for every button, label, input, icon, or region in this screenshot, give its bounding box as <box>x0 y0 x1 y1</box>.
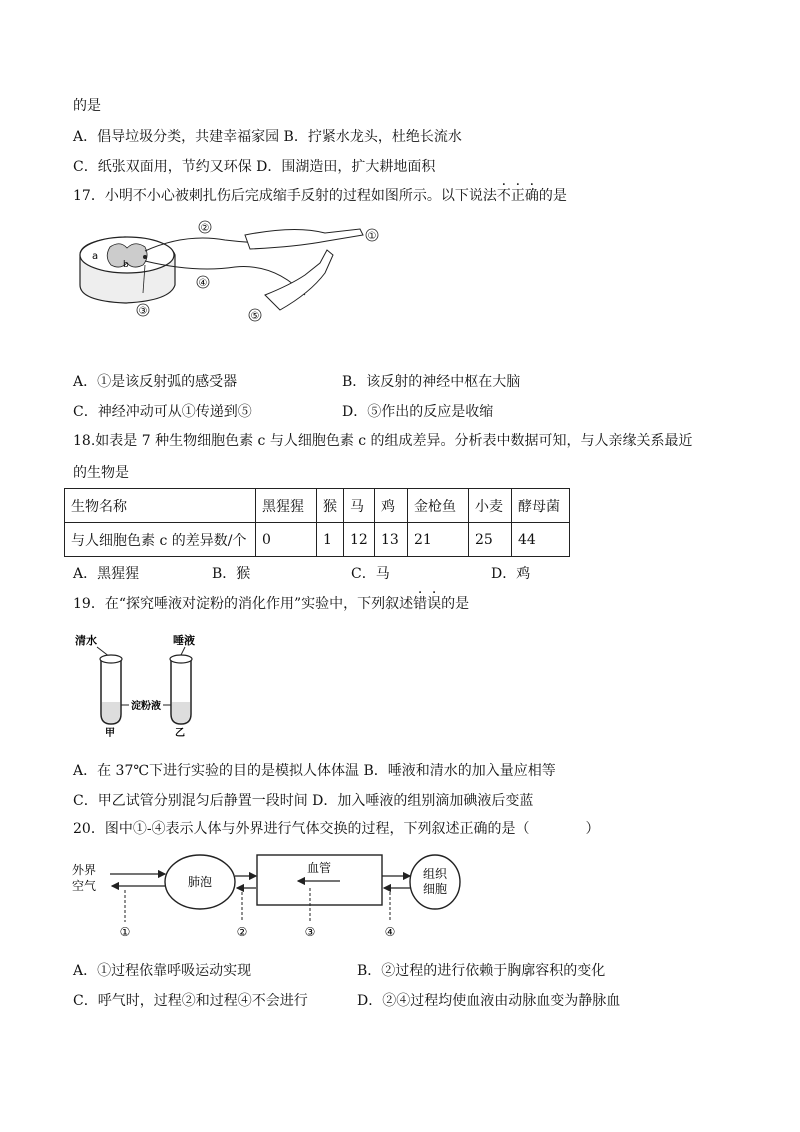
table-cell: 21 <box>408 523 469 557</box>
table-cell: 金枪鱼 <box>408 489 469 523</box>
table-cell: 1 <box>317 523 344 557</box>
table-cell: 13 <box>375 523 408 557</box>
table-cell: 小麦 <box>469 489 512 523</box>
gas-exchange-figure <box>70 850 450 942</box>
label-saliva: 唾液 <box>173 634 195 647</box>
table-cell: 44 <box>512 523 570 557</box>
table-cell: 鸡 <box>375 489 408 523</box>
label-b: b <box>123 260 129 270</box>
label-n1: ① <box>119 925 131 939</box>
q17-stem: 17．小明不小心被刺扎伤后完成缩手反射的过程如图所示。以下说法不正确的是 <box>73 188 567 204</box>
label-a: a <box>92 251 99 262</box>
label-n4: ④ <box>384 925 396 939</box>
q20-option-a: A．①过程依靠呼吸运动实现 <box>73 963 252 979</box>
label-n2: ② <box>236 925 248 939</box>
q18-stem-line1: 18.如表是 7 种生物细胞色素 c 与人细胞色素 c 的组成差异。分析表中数据可知，与人亲缘关系最近 <box>73 433 693 449</box>
label-alveoli: 肺泡 <box>187 875 213 889</box>
table-header-row <box>65 489 570 523</box>
table-row <box>65 523 570 557</box>
cytochrome-table <box>64 488 570 557</box>
label-outside-1: 外界 <box>72 863 97 877</box>
q18-option-a: A．黑猩猩 <box>73 566 140 582</box>
label-n3: ③ <box>304 925 316 939</box>
label-4: ④ <box>198 278 208 289</box>
table-cell: 0 <box>256 523 317 557</box>
q18-stem-line2: 的生物是 <box>73 465 129 481</box>
q18-option-b: B．猴 <box>212 566 251 582</box>
label-tissue-1: 组织 <box>422 867 448 881</box>
label-tissue-2: 细胞 <box>422 882 448 896</box>
table-cell: 猴 <box>317 489 344 523</box>
table-cell: 生物名称 <box>65 489 256 523</box>
label-jia: 甲 <box>105 728 115 739</box>
label-2: ② <box>200 223 210 234</box>
table-cell: 与人细胞色素 c 的差异数/个 <box>65 523 256 557</box>
label-water: 清水 <box>75 634 97 647</box>
emphasis-char: 不 <box>496 188 511 204</box>
label-1: ① <box>367 231 377 242</box>
q19-options-cd: C．甲乙试管分别混匀后静置一段时间 D．加入唾液的组别滴加碘液后变蓝 <box>73 793 534 809</box>
table-cell: 12 <box>344 523 375 557</box>
q17-option-a: A．①是该反射弧的感受器 <box>73 374 238 390</box>
label-starch: 淀粉液 <box>131 701 161 712</box>
q20-stem: 20．图中①-④表示人体与外界进行气体交换的过程，下列叙述正确的是（ ） <box>73 821 600 837</box>
q20-option-d: D．②④过程均使血液由动脉血变为静脉血 <box>357 993 621 1009</box>
q18-option-c: C．马 <box>351 566 390 582</box>
q20-option-b: B．②过程的进行依赖于胸廓容积的变化 <box>357 963 606 979</box>
q19-options-ab: A．在 37℃下进行实验的目的是模拟人体体温 B．唾液和清水的加入量应相等 <box>73 763 556 779</box>
table-cell: 酵母菌 <box>512 489 570 523</box>
reflex-arc-figure <box>75 215 375 325</box>
table-cell: 马 <box>344 489 375 523</box>
q17-option-b: B．该反射的神经中枢在大脑 <box>342 374 521 390</box>
label-5: ⑤ <box>250 311 260 322</box>
q19-stem: 19．在“探究唾液对淀粉的消化作用”实验中，下列叙述错误的是 <box>73 596 470 612</box>
label-vessel: 血管 <box>306 861 332 875</box>
q16-stem-tail: 的是 <box>73 98 101 114</box>
label-outside-2: 空气 <box>72 879 97 893</box>
table-cell: 黑猩猩 <box>256 489 317 523</box>
q17-option-c: C．神经冲动可从①传递到⑤ <box>73 404 252 420</box>
q17-option-d: D．⑤作出的反应是收缩 <box>342 404 494 420</box>
emphasis-char: 确 <box>524 188 539 204</box>
emphasis-char: 正 <box>510 188 525 204</box>
label-3: ③ <box>138 306 148 317</box>
q16-options-cd: C．纸张双面用，节约又环保 D．围湖造田，扩大耕地面积 <box>73 159 436 175</box>
q16-options-ab: A．倡导垃圾分类，共建幸福家园 B．拧紧水龙头，杜绝长流水 <box>73 129 462 145</box>
emphasis-char: 误 <box>427 596 442 612</box>
q20-option-c: C．呼气时，过程②和过程④不会进行 <box>73 993 308 1009</box>
emphasis-char: 错 <box>413 596 428 612</box>
table-cell: 25 <box>469 523 512 557</box>
test-tube-figure <box>75 632 215 737</box>
label-yi: 乙 <box>175 728 185 739</box>
q18-option-d: D．鸡 <box>491 566 531 582</box>
